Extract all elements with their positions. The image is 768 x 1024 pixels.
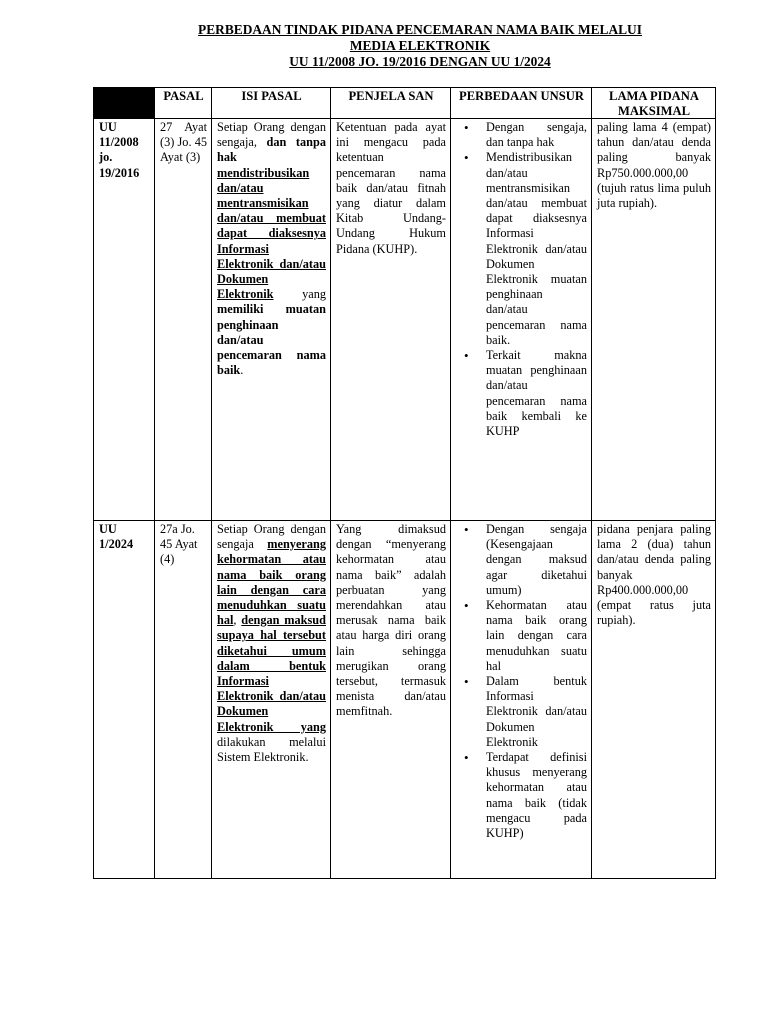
title-line-2: MEDIA ELEKTRONIK [349, 38, 491, 53]
isi-bold-text: memiliki muatan penghinaan dan/atau pencemaran nama baik [217, 302, 326, 378]
row-penjelasan: Yang dimaksud dengan “menyerang kehormatan atau nama baik” adalah perbuatan yang merendahkan atau merusak nama baik atau harga diri orang lain sehingga merugikan orang tersebut, termasuk menista dan/atau memfitnah. [331, 521, 451, 879]
header-perbedaan-unsur: PERBEDAAN UNSUR [451, 88, 592, 119]
table-row-uu-2024 [94, 521, 716, 879]
row-pasal: 27 Ayat (3) Jo. 45 Ayat (3) [155, 119, 212, 521]
isi-text: Setiap Orang dengan sengaja [217, 522, 326, 552]
row-perbedaan-unsur [451, 119, 592, 521]
header-row [94, 88, 716, 119]
list-item: • Dengan sengaja, dan tanpa hak [486, 120, 587, 150]
header-penjelasan: PENJELA SAN [331, 88, 451, 119]
isi-text: , [233, 613, 242, 628]
isi-bold-text: dan tanpa hak [217, 135, 326, 165]
row-perbedaan-unsur [451, 521, 592, 879]
row-penjelasan: Ketentuan pada ayat ini mengacu pada ketentuan pencemaran nama baik dan/atau fitnah yang diatur dalam Kitab Undang-Undang Hukum Pidana (KUHP). [331, 119, 451, 521]
row-law-label: UU 1/2024 [94, 521, 155, 879]
isi-text: . [240, 363, 244, 378]
isi-bold-underlined-text: menyerang kehormatan atau nama baik orang lain dengan cara menuduhkan suatu hal [217, 537, 326, 628]
list-item: • Dengan sengaja (Kesengajaan dengan maksud agar diketahui umum) [486, 522, 587, 598]
isi-bold-underlined-text: mendistribusikan dan/atau mentransmisikan dan/atau membuat dapat diaksesnya Informasi Elektronik dan/atau Dokumen Elektronik [217, 165, 326, 302]
unsur-list [456, 522, 587, 841]
row-lama-pidana: paling lama 4 (empat) tahun dan/atau denda paling banyak Rp750.000.000,00 (tujuh ratus lima puluh juta rupiah). [592, 119, 716, 521]
comparison-table [93, 87, 716, 879]
header-lama-pidana: LAMA PIDANA MAKSIMAL [592, 88, 716, 119]
header-pasal: PASAL [155, 88, 212, 119]
header-isi-pasal: ISI PASAL [212, 88, 331, 119]
isi-bold-underlined-text: dengan maksud supaya hal tersebut diketahui umum dalam bentuk Informasi Elektronik dan/atau Dokumen Elektronik yang [217, 613, 326, 734]
row-law-label: UU 11/2008 jo. 19/2016 [94, 119, 155, 521]
isi-text: dilakukan melalui Sistem Elektronik. [217, 734, 326, 765]
list-item: • Mendistribusikan dan/atau mentransmisikan dan/atau membuat dapat diaksesnya Informasi Elektronik dan/atau Dokumen Elektronik muatan penghinaan dan/atau pencemaran nama baik. [486, 150, 587, 348]
title-line-1: PERBEDAAN TINDAK PIDANA PENCEMARAN NAMA BAIK MELALUI [198, 22, 642, 37]
row-pasal: 27a Jo. 45 Ayat (4) [155, 521, 212, 879]
list-item: • Kehormatan atau nama baik orang lain dengan cara menuduhkan suatu hal [486, 598, 587, 674]
row-isi-pasal [212, 119, 331, 521]
row-isi-pasal [212, 521, 331, 879]
isi-text: Setiap Orang dengan sengaja, [217, 120, 326, 150]
isi-text: yang [273, 287, 326, 302]
row-lama-pidana: pidana penjara paling lama 2 (dua) tahun dan/atau denda paling banyak Rp400.000.000,00 (empat ratus juta rupiah). [592, 521, 716, 879]
list-item: • Terkait makna muatan penghinaan dan/atau pencemaran nama baik kembali ke KUHP [486, 348, 587, 439]
unsur-list [456, 120, 587, 439]
list-item: • Terdapat definisi khusus menyerang kehormatan atau nama baik (tidak mengacu pada KUHP) [486, 750, 587, 841]
list-item: • Dalam bentuk Informasi Elektronik dan/atau Dokumen Elektronik [486, 674, 587, 750]
document-title [140, 22, 700, 70]
title-line-3: UU 11/2008 JO. 19/2016 DENGAN UU 1/2024 [289, 54, 551, 69]
table-row-uu-2008 [94, 119, 716, 521]
header-corner-cell [94, 88, 155, 119]
